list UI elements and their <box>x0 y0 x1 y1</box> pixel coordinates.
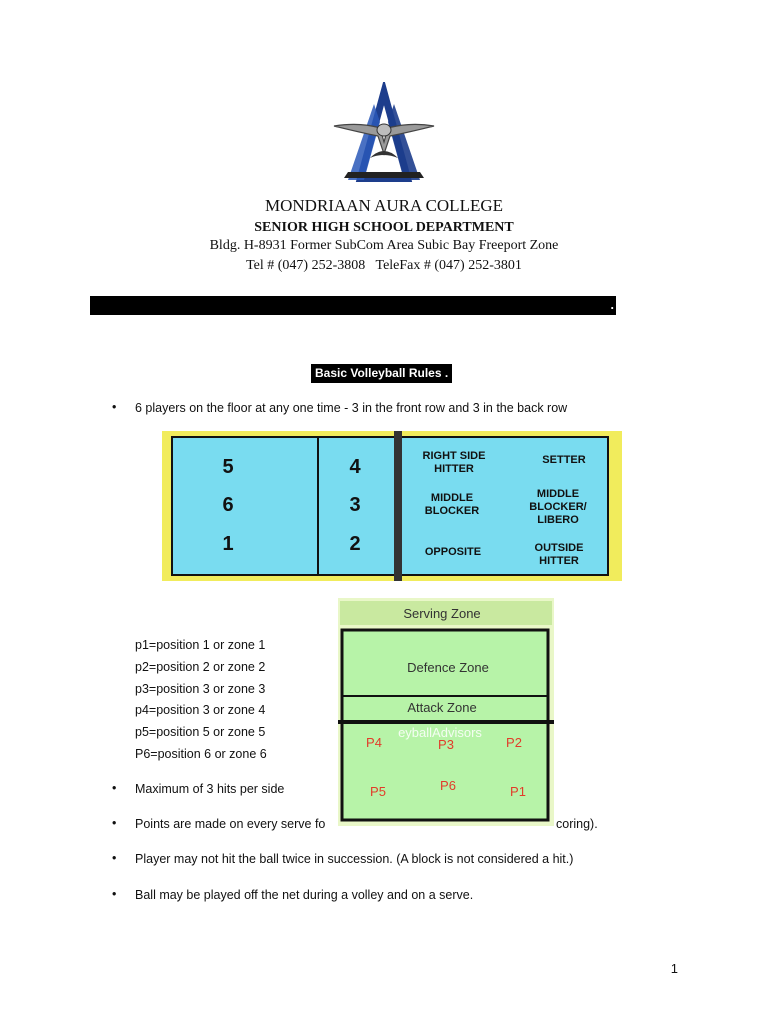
role-label: MIDDLE BLOCKER/ LIBERO <box>529 488 587 526</box>
serving-zone-label: Serving Zone <box>403 606 481 621</box>
player-label: P4 <box>366 735 382 750</box>
zone-line: p4=position 3 or zone 4 <box>135 703 266 717</box>
bullet-points-end: coring). <box>556 817 598 831</box>
college-logo <box>330 82 438 182</box>
player-label: P1 <box>510 784 526 799</box>
module-end-mark: . <box>610 298 614 312</box>
bullet-icon: • <box>112 851 117 865</box>
bullet-players: 6 players on the floor at any one time - 3 in the front row and 3 in the back row <box>135 401 568 415</box>
bullet-twice: Player may not hit the ball twice in succession. (A block is not considered a hit.) <box>135 852 574 866</box>
court-positions-diagram <box>162 431 622 581</box>
telephone: Tel # (047) 252-3808 TeleFax # (047) 252-3801 <box>246 258 522 273</box>
bullet-points-start: Points are made on every serve fo <box>135 817 326 831</box>
watermark-text: eyballAdvisors <box>398 725 482 740</box>
role-label: OUTSIDE HITTER <box>534 542 584 567</box>
address: Bldg. H-8931 Former SubCom Area Subic Bay Freeport Zone <box>209 238 559 253</box>
bullet-icon: • <box>112 816 117 830</box>
module-bar <box>90 296 616 331</box>
attack-zone-label: Attack Zone <box>407 700 477 715</box>
zone-line: p1=position 1 or zone 1 <box>135 638 266 652</box>
zone-line: p3=position 3 or zone 3 <box>135 682 266 696</box>
zone-diagram <box>338 598 554 826</box>
college-name: MONDRIAAN AURA COLLEGE <box>265 196 503 215</box>
player-label: P3 <box>438 737 454 752</box>
player-label: P2 <box>506 735 522 750</box>
bullet-icon: • <box>112 887 117 901</box>
bullet-icon: • <box>112 400 117 414</box>
defence-zone-label: Defence Zone <box>407 660 489 675</box>
player-label: P6 <box>440 778 456 793</box>
bullet-icon: • <box>112 781 117 795</box>
page-number: 1 <box>670 961 678 976</box>
court-number: 6 <box>222 494 234 516</box>
zone-line: p2=position 2 or zone 2 <box>135 660 266 674</box>
player-label: P5 <box>370 784 386 799</box>
role-label: OPPOSITE <box>424 546 482 558</box>
bullet-net: Ball may be played off the net during a volley and on a serve. <box>135 888 474 902</box>
zone-line: p5=position 5 or zone 5 <box>135 725 266 739</box>
module-label: WEEK 2 MODULE PHYSICAL EDUCATION AND HEALTH <box>100 317 441 331</box>
zone-line: P6=position 6 or zone 6 <box>135 747 267 761</box>
role-label: SETTER <box>542 454 586 466</box>
court-number: 3 <box>349 494 361 516</box>
court-number: 1 <box>222 533 234 555</box>
court-number: 4 <box>349 456 361 478</box>
role-label: RIGHT SIDE HITTER <box>422 450 486 475</box>
bullet-hits: Maximum of 3 hits per side <box>135 782 285 796</box>
court-number: 5 <box>222 456 234 478</box>
court-number: 2 <box>349 533 361 555</box>
role-label: MIDDLE BLOCKER <box>424 492 480 517</box>
rules-title: Basic Volleyball Rules . <box>311 364 452 383</box>
department-name: SENIOR HIGH SCHOOL DEPARTMENT <box>254 220 514 235</box>
